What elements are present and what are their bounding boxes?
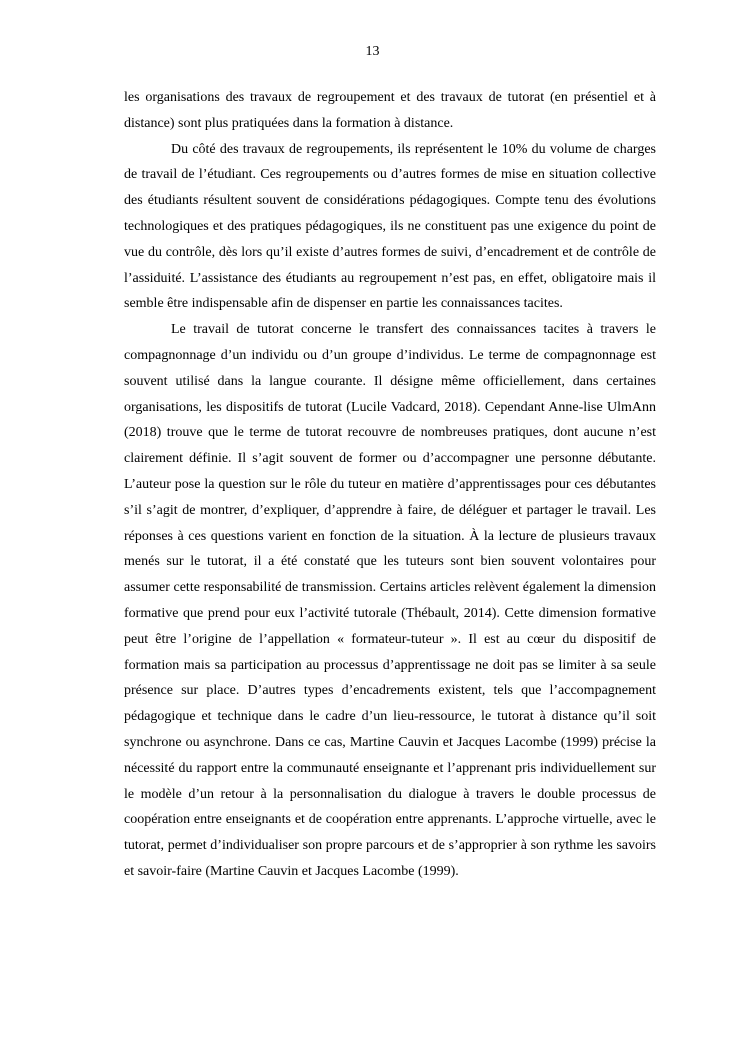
paragraph-2: Du côté des travaux de regroupements, ils représentent le 10% du volume de charges de travail de l’étudiant. Ces regroupements ou d’autres formes de mise en situation collective des étudiants résultent souvent de considérations pédagogiques. Compte tenu des évolutions technologiques et des pratiques pédagogiques, ils ne constituent pas une exigence du point de vue du contrôle, dès lors qu’il existe d’autres formes de suivi, d’encadrement et de contrôle de l’assiduité. L’assistance des étudiants au regroupement n’est pas, en effet, obligatoire mais il semble être indispensable afin de dispenser en partie les connaissances tacites. [124,141,656,312]
document-body [124,85,656,885]
page-number: 13 [365,44,380,59]
paragraph-1: les organisations des travaux de regroupement et des travaux de tutorat (en présentiel et à distance) sont plus pratiquées dans la formation à distance. [124,90,656,131]
paragraph-3: Le travail de tutorat concerne le transfert des connaissances tacites à travers le compagnonnage d’un individu ou d’un groupe d’individus. Le terme de compagnonnage est souvent utilisé dans la langue courante. Il désigne même officiellement, dans certaines organisations, les dispositifs de tutorat (Lucile Vadcard, 2018). Cependant Anne-lise UlmAnn (2018) trouve que le terme de tutorat recouvre de nombreuses pratiques, dont aucune n’est clairement définie. Il s’agit souvent de former ou d’accompagner une personne débutante. L’auteur pose la question sur le rôle du tuteur en matière d’apprentissages pour ces débutantes s’il s’agit de montrer, d’expliquer, d’apprendre à faire, de déléguer et partager le travail. Les réponses à ces questions varient en fonction de la situation. À la lecture de plusieurs travaux menés sur le tutorat, il a été constaté que les tuteurs sont bien souvent volontaires pour assumer cette responsabilité de transmission. Certains articles relèvent également la dimension formative que prend pour eux l’activité tutorale (Thébault, 2014). Cette dimension formative peut être l’origine de l’appellation « formateur-tuteur ». Il est au cœur du dispositif de formation mais sa participation au processus d’apprentissage ne doit pas se limiter à sa seule présence sur place. D’autres types d’encadrements existent, tels que l’accompagnement pédagogique et technique dans le cadre d’un lieu-ressource, le tutorat à distance qu’il soit synchrone ou asynchrone. Dans ce cas, Martine Cauvin et Jacques Lacombe (1999) précise la nécessité du rapport entre la communauté enseignante et l’apprenant pris individuellement sur le modèle d’un retour à la personnalisation du dialogue à travers le double processus de coopération entre enseignants et de coopération entre apprenants. L’approche virtuelle, avec le tutorat, permet d’individualiser son propre parcours et de s’approprier à son rythme les savoirs et savoir-faire (Martine Cauvin et Jacques Lacombe (1999). [124,322,656,879]
